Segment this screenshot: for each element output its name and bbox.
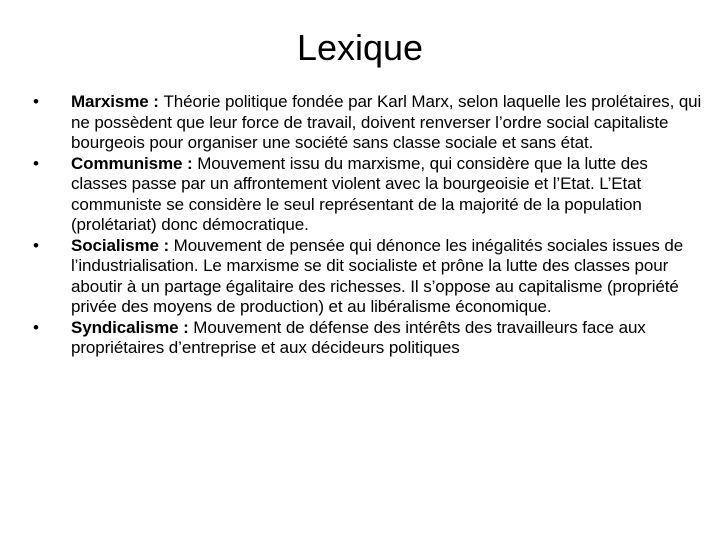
definition-socialisme: Mouvement de pensée qui dénonce les inégalités sociales issues de l’industrialisation. Le marxisme se dit socialiste et prône la lutte des classes pour aboutir à un partage égalitaire des richesses. Il s’oppose au capitalisme (propriété privée des moyens de production) et au libéralisme économique. [71,235,684,316]
lexicon-list [0,92,720,359]
lexicon-item-socialisme [0,236,720,318]
definition-syndicalisme: Mouvement de défense des intérêts des travailleurs face aux propriétaires d’entreprise et aux décideurs politiques [71,317,646,357]
lexicon-item-syndicalisme [0,318,720,359]
definition-communisme: Mouvement issu du marxisme, qui considère que la lutte des classes passe par un affrontement violent avec la bourgeoisie et l’Etat. L’Etat communiste se considère le seul représentant de la majorité de la population (prolétariat) donc démocratique. [71,153,648,234]
lexicon-item-communisme [0,154,720,236]
term-communisme: Communisme : [71,153,198,173]
bullet-icon: • [33,153,39,173]
bullet-icon: • [33,235,39,255]
slide-title: Lexique [296,27,424,68]
definition-marxisme: Théorie politique fondée par Karl Marx, selon laquelle les prolétaires, qui ne possèdent que leur force de travail, doivent renverser l’ordre social capitaliste bourgeois pour organiser une société sans classe sociale et sans état. [71,92,702,152]
lexicon-item-marxisme [0,92,720,154]
bullet-icon: • [33,92,39,111]
term-syndicalisme: Syndicalisme : [71,317,194,337]
term-socialisme: Socialisme : [71,235,174,255]
term-marxisme: Marxisme : [71,92,164,111]
bullet-icon: • [33,317,39,337]
